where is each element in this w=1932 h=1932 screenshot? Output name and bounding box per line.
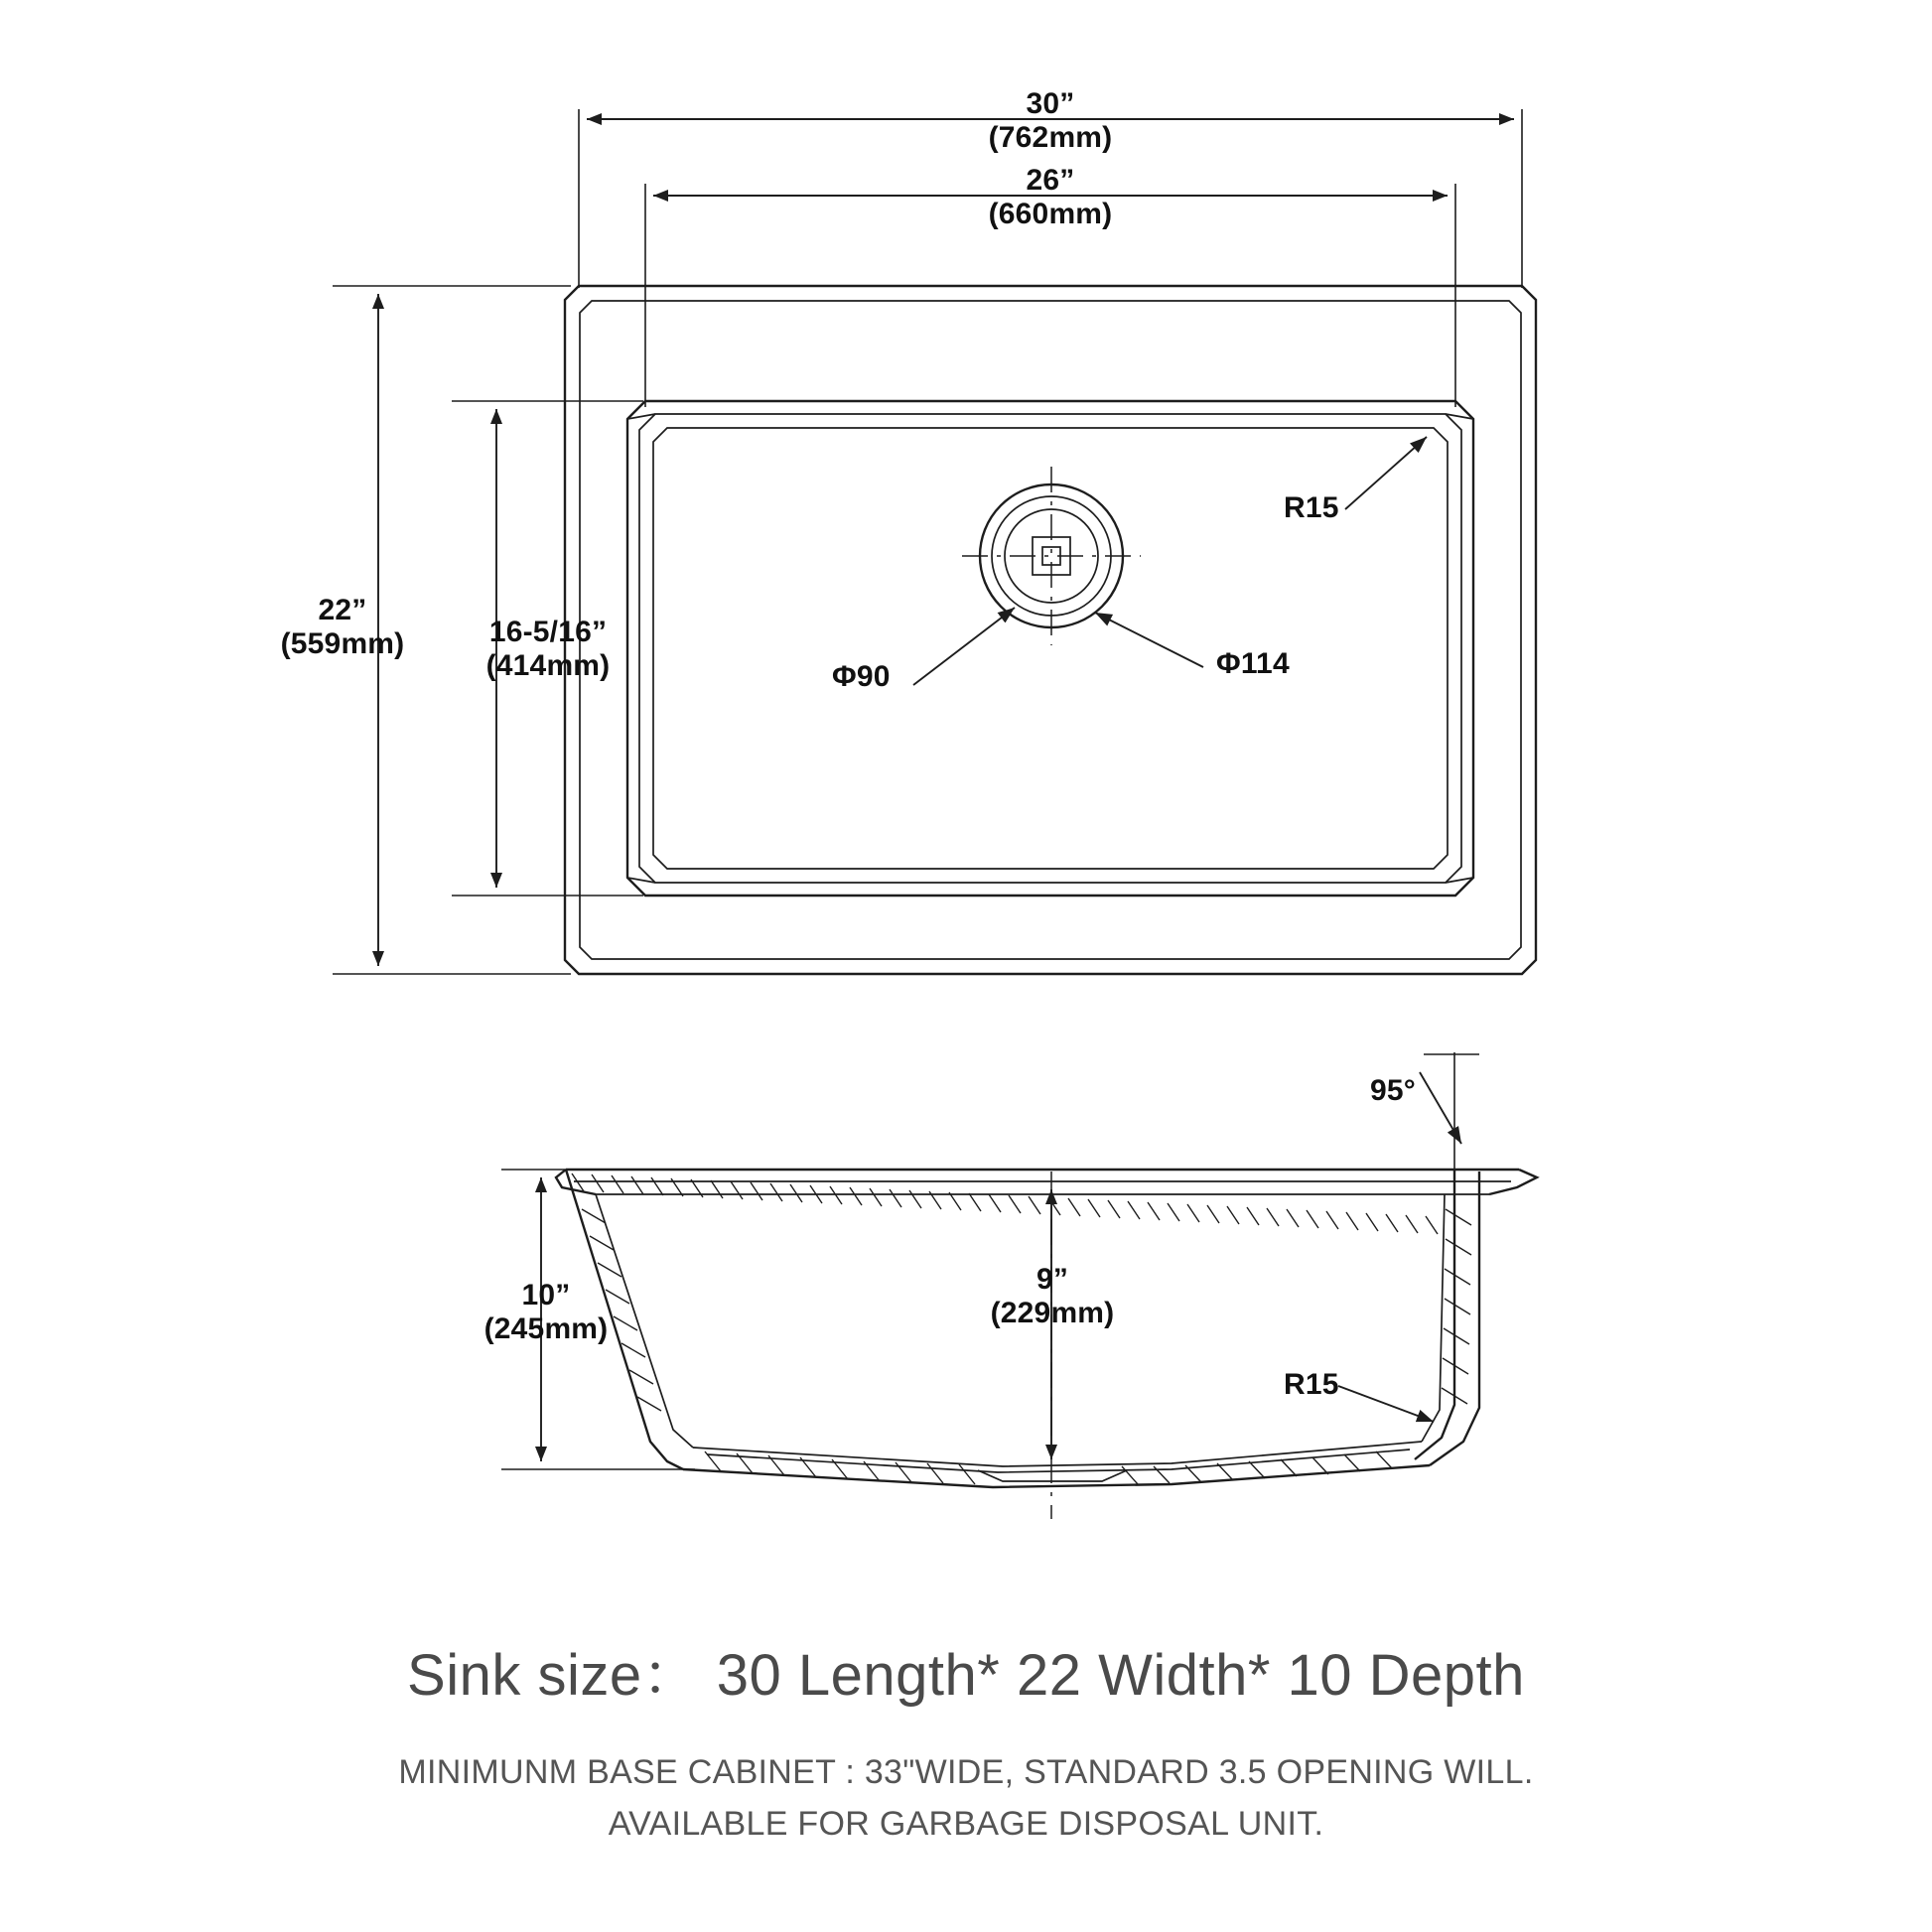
label-bowl-height: 9” (229mm) [990, 1263, 1115, 1329]
section-hatch-bottom [705, 1451, 1392, 1484]
section-hatch-left [572, 1173, 1438, 1234]
drain-detail [962, 467, 1141, 645]
label-corner-radius-section: R15 [1284, 1368, 1339, 1401]
section-hatch-right-wall [1442, 1209, 1471, 1404]
leader-angle-95 [1420, 1052, 1479, 1172]
caption-note-line2: AVAILABLE FOR GARBAGE DISPOSAL UNIT. [608, 1805, 1324, 1843]
caption-note-line1: MINIMUNM BASE CABINET : 33"WIDE, STANDARD 3.5 OPENING WILL. [398, 1753, 1534, 1791]
label-overall-width: 30” (762mm) [988, 87, 1113, 154]
label-wall-angle: 95° [1370, 1074, 1416, 1107]
label-bowl-width: 26” (660mm) [988, 164, 1113, 230]
label-drain-outer: Φ114 [1216, 647, 1290, 680]
leader-phi90 [913, 608, 1015, 685]
label-drain-inner: Φ90 [832, 660, 891, 693]
label-corner-radius-top: R15 [1284, 491, 1339, 524]
label-overall-depth: 22” (559mm) [280, 594, 405, 660]
label-bowl-depth: 16-5/16” (414mm) [485, 616, 611, 682]
leader-phi114 [1095, 613, 1203, 667]
leader-r15-top [1345, 437, 1427, 509]
label-overall-height: 10” (245mm) [483, 1279, 609, 1345]
leader-r15-section [1338, 1386, 1434, 1422]
caption-sink-size: Sink size： 30 Length* 22 Width* 10 Depth [407, 1643, 1525, 1708]
top-view-sink-outline [565, 286, 1536, 974]
